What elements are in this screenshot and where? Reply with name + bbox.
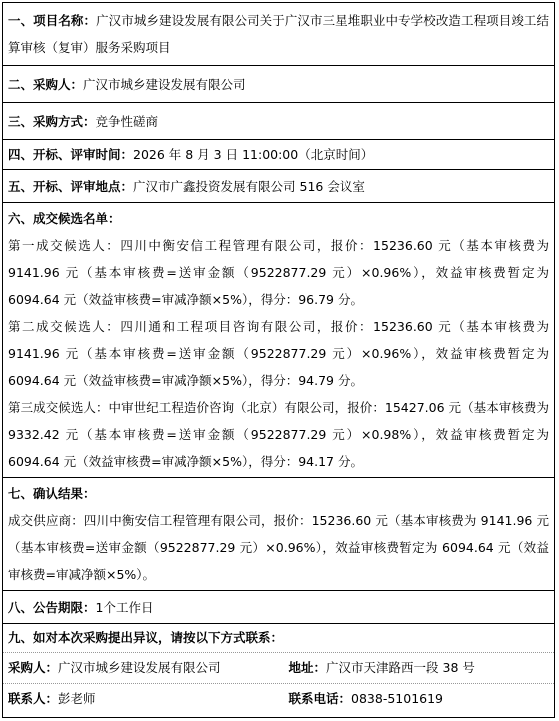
contact-person bbox=[8, 684, 279, 714]
project-name-value: 广汉市城乡建设发展有限公司关于广汉市三星堆职业中专学校改造工程项目竣工结算审核（复审）服务采购项目 bbox=[8, 13, 549, 55]
contact-purchaser-label: 采购人： bbox=[8, 660, 59, 675]
period-label: 八、公告期限： bbox=[8, 600, 96, 615]
period-value: 1个工作日 bbox=[95, 600, 154, 615]
contact-phone bbox=[279, 684, 550, 714]
contact-person-label: 联系人： bbox=[8, 691, 59, 706]
candidate-2: 第二成交候选人：四川通和工程项目咨询有限公司，报价：15236.60 元（基本审核费为 9141.96 元（基本审核费=送审金额（9522877.29 元）×0.96%），效益审核费暂定为 6094.64 元（效益审核费=审减净额×5%），得分：94.79 分。 bbox=[8, 319, 549, 388]
contact-purchaser bbox=[8, 653, 279, 683]
candidates-section bbox=[3, 203, 554, 478]
project-name-row bbox=[3, 3, 554, 66]
bid-place-value: 广汉市广鑫投资发展有限公司 516 会议室 bbox=[133, 179, 365, 194]
contact-line-2 bbox=[3, 684, 554, 714]
project-name-label: 一、项目名称： bbox=[8, 13, 97, 28]
purchaser-label: 二、采购人： bbox=[8, 77, 84, 92]
contact-label: 九、如对本次采购提出异议，请按以下方式联系： bbox=[3, 624, 554, 653]
bid-place-label: 五、开标、评审地点： bbox=[8, 179, 134, 194]
contact-person-value: 彭老师 bbox=[58, 691, 96, 706]
result-label: 七、确认结果： bbox=[8, 486, 96, 501]
bid-place-row bbox=[3, 170, 554, 203]
purchaser-row bbox=[3, 66, 554, 103]
contact-section bbox=[3, 624, 554, 714]
period-row bbox=[3, 591, 554, 624]
contact-address-label: 地址： bbox=[288, 660, 327, 675]
method-label: 三、采购方式： bbox=[8, 114, 96, 129]
method-row bbox=[3, 103, 554, 140]
candidate-3: 第三成交候选人：中审世纪工程造价咨询（北京）有限公司，报价：15427.06 元（基本审核费为 9332.42 元（基本审核费=送审金额（9522877.29 元）×0.98%），效益审核费暂定为 6094.64 元（效益审核费=审减净额×5%），得分：94.17 分。 bbox=[8, 400, 549, 469]
bid-time-row bbox=[3, 140, 554, 170]
contact-address-value: 广汉市天津路西一段 38 号 bbox=[326, 660, 475, 675]
contact-address bbox=[279, 653, 550, 683]
result-section bbox=[3, 478, 554, 591]
contact-phone-value: 0838-5101619 bbox=[351, 691, 444, 706]
contact-phone-label: 联系电话： bbox=[288, 691, 352, 706]
candidates-label: 六、成交候选名单： bbox=[8, 211, 121, 226]
purchaser-value: 广汉市城乡建设发展有限公司 bbox=[83, 77, 246, 92]
result-text: 成交供应商：四川中衡安信工程管理有限公司，报价：15236.60 元（基本审核费为 9141.96 元（基本审核费=送审金额（9522877.29 元）×0.96%），效益审核费暂定为 6094.64 元（效益审核费=审减净额×5%）。 bbox=[8, 513, 549, 582]
announcement-document bbox=[2, 2, 555, 718]
bid-time-label: 四、开标、评审时间： bbox=[8, 147, 134, 162]
contact-purchaser-value: 广汉市城乡建设发展有限公司 bbox=[58, 660, 221, 675]
bid-time-value: 2026 年 8 月 3 日 11:00:00（北京时间） bbox=[133, 147, 374, 162]
candidate-1: 第一成交候选人：四川中衡安信工程管理有限公司，报价：15236.60 元（基本审核费为 9141.96 元（基本审核费=送审金额（9522877.29 元）×0.96%），效益审核费暂定为 6094.64 元（效益审核费=审减净额×5%），得分：96.79 分。 bbox=[8, 238, 549, 307]
contact-line-1 bbox=[3, 653, 554, 684]
method-value: 竞争性磋商 bbox=[95, 114, 159, 129]
